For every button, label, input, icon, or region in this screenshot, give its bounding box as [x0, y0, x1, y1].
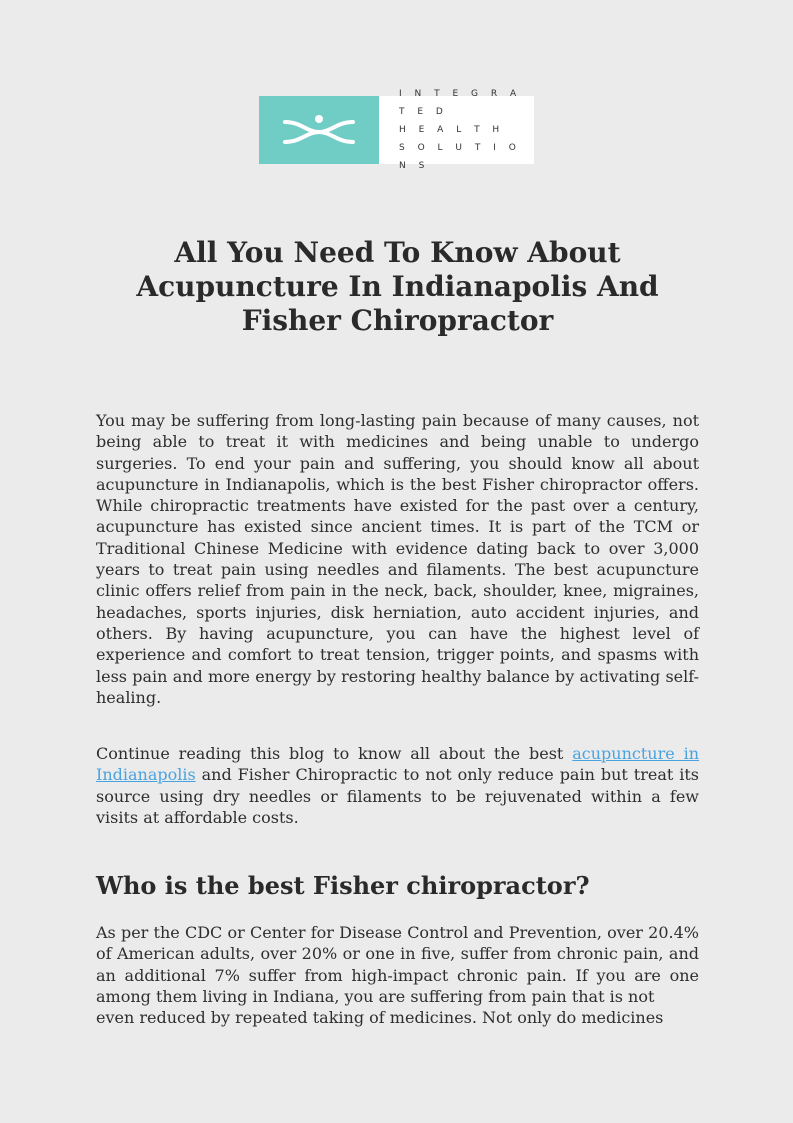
- indianapolis-link[interactable]: Indianapolis: [96, 765, 196, 785]
- intro-paragraph: You may be suffering from long-lasting pain because of many causes, not being able to treat it with medicines and being unable to undergo surgeries. To end your pain and suffering, you should know all about acupuncture in Indianapolis, which is the best Fisher chiropractor offers. While chiropractic treatments have existed for the past over a century, acupuncture has existed since ancient times. It is part of the TCM or Traditional Chinese Medicine with evidence dating back to over 3,000 years to treat pain using needles and filaments. The best acupuncture clinic offers relief from pain in the neck, back, shoulder, knee, migraines, headaches, sports injuries, disk herniation, auto accident injuries, and others. By having acupuncture, you can have the highest level of experience and comfort to treat tension, trigger points, and spasms with less pain and more energy by restoring healthy balance by activating self-healing.: [96, 411, 699, 707]
- logo-line-2: H E A L T H: [399, 125, 505, 135]
- page-title: All You Need To Know About Acupuncture In Indianapolis And Fisher Chiropractor: [136, 236, 659, 337]
- section-heading: Who is the best Fisher chiropractor?: [96, 871, 590, 900]
- logo-figure-icon: [259, 96, 379, 164]
- logo-line-3: S O L U T I O N S: [399, 143, 521, 171]
- logo-wordmark: [379, 89, 534, 171]
- continue-text-end: and Fisher Chiropractic to not only reduce pain but treat its source using dry needles or filaments to be rejuvenated within a few visits at affordable costs.: [96, 765, 699, 827]
- continue-text: Continue reading this blog to know all about the best: [96, 744, 573, 763]
- continue-paragraph: [96, 743, 699, 828]
- cdc-paragraph-overlap-text: even reduced by repeated taking of medicines. Not only do medicines: [96, 1008, 664, 1027]
- cdc-paragraph: As per the CDC or Center for Disease Control and Prevention, over 20.4% of American adults, over 20% or one in five, suffer from chronic pain, and an additional 7% suffer from high-impact chronic pain. If you are one among them living in Indiana, you are suffering from pain that is not: [96, 923, 699, 1006]
- company-logo: [259, 89, 534, 171]
- acupuncture-link[interactable]: acupuncture in: [572, 744, 699, 763]
- logo-line-1: I N T E G R A T E D: [399, 89, 522, 117]
